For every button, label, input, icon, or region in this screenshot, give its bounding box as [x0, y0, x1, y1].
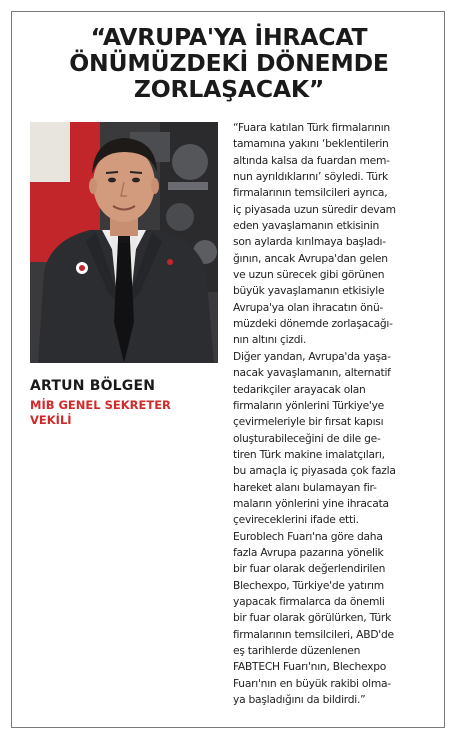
- body-line: oluşturabileceğini de dile ge-: [233, 431, 381, 445]
- headline: [20, 24, 438, 102]
- headline-line: ZORLAŞACAK”: [133, 75, 325, 103]
- body-line: bu amaçla iç piyasada çok fazla: [233, 464, 396, 478]
- body-line: nacak yavaşlamanın, alternatif: [233, 366, 391, 380]
- body-line: Blechexpo, Türkiye'de yatırım: [233, 578, 384, 592]
- body-line: Avrupa'ya olan ihracatın önü-: [233, 300, 384, 314]
- body-line: “Fuara katılan Türk firmalarının: [233, 121, 390, 134]
- body-line: nın altını çizdi.: [233, 333, 307, 347]
- body-line: son aylarda kırılmaya başladı-: [233, 235, 386, 249]
- body-line: eş tarihlerde düzenlenen: [233, 644, 361, 657]
- body-line: FABTECH Fuarı'nın, Blechexpo: [233, 660, 387, 674]
- body-line: ğının, ancak Avrupa'dan gelen: [233, 251, 388, 265]
- body-line: yapacak firmalarca da önemli: [233, 594, 385, 608]
- body-line: tedarikçiler arayacak olan: [233, 382, 366, 396]
- body-line: firmaların yönlerini Türkiye'ye: [233, 398, 385, 412]
- person-title-line: MİB GENEL SEKRETER: [30, 398, 171, 412]
- body-line: büyük yavaşlamanın etkisiyle: [233, 284, 385, 298]
- body-line: çevirmeleriyle bir fırsat kapısı: [233, 415, 384, 429]
- headline-line: “AVRUPA'YA İHRACAT: [90, 23, 368, 51]
- headline-line: ÖNÜMÜZDEKİ DÖNEMDE: [69, 49, 389, 77]
- body-line: firmalarının temsilcileri, ABD'de: [233, 627, 394, 641]
- body-line: müzdeki dönemde zorlaşacağı-: [233, 317, 393, 331]
- body-line: Fuarı'nın en büyük rakibi olma-: [233, 676, 391, 690]
- person-title: [30, 398, 195, 428]
- person-title-line: VEKİLİ: [30, 413, 72, 427]
- body-line: iç piyasada uzun süredir devam: [233, 202, 396, 216]
- body-line: Euroblech Fuarı'na göre daha: [233, 529, 383, 543]
- body-line: maların yönlerini yine ihracata: [233, 496, 389, 510]
- body-line: bir fuar olarak değerlendirilen: [233, 562, 386, 576]
- body-line: bir fuar olarak görülürken, Türk: [233, 611, 392, 625]
- body-line: Diğer yandan, Avrupa'da yaşa-: [233, 349, 391, 363]
- body-line: ya başladığını da bildirdi.”: [233, 693, 366, 707]
- person-name: ARTUN BÖLGEN: [30, 378, 156, 394]
- body-line: fazla Avrupa pazarına yönelik: [233, 545, 384, 559]
- body-line: ve uzun sürecek gibi görünen: [233, 268, 385, 282]
- body-line: hareket alanı bulamayan fir-: [233, 480, 377, 494]
- body-line: nun ayrıldıklarını’ söyledi. Türk: [233, 170, 388, 184]
- body-line: eden yavaşlamanın etkisinin: [233, 219, 380, 233]
- body-line: çevireceklerini ifade etti.: [233, 513, 359, 527]
- article-body: [233, 120, 433, 708]
- body-line: firmalarının temsilcileri ayrıca,: [233, 186, 388, 200]
- portrait-photo: [30, 122, 218, 363]
- body-line: altında kalsa da fuardan mem-: [233, 153, 390, 167]
- body-line: tamamına yakını ‘beklentilerin: [233, 137, 389, 151]
- body-line: tiren Türk makine imalatçıları,: [233, 447, 385, 461]
